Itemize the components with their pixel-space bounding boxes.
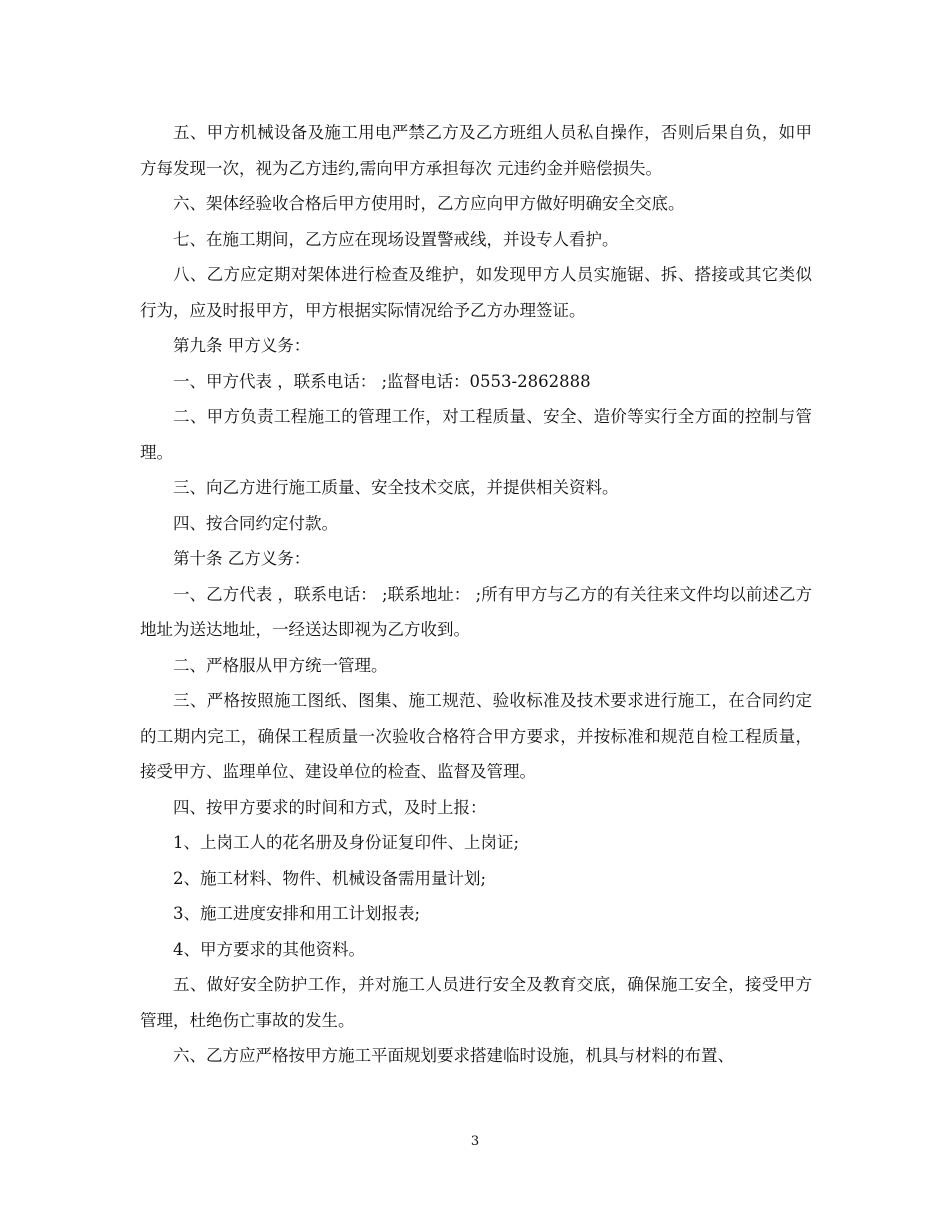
list-item: 2、施工材料、物件、机械设备需用量计划; (173, 868, 487, 888)
clause-paragraph: 七、在施工期间，乙方应在现场设置警戒线，并设专人看护。 (173, 229, 619, 249)
clause-paragraph: 一、甲方代表 ，联系电话： ;监督电话：0553-2862888 (173, 371, 591, 391)
clause-paragraph: 六、架体经验收合格后甲方使用时，乙方应向甲方做好明确安全交底。 (173, 194, 685, 213)
list-item: 1、上岗工人的花名册及身份证复印件、上岗证; (173, 833, 520, 852)
clause-paragraph: 二、严格服从甲方统一管理。 (173, 655, 388, 675)
document-body (140, 115, 812, 1074)
clause-paragraph: 一、乙方代表 ，联系电话： ;联系地址： ;所有甲方与乙方的有关往来文件均以前述乙方地址为送达地址，一经送达即视为乙方收到。 (140, 584, 812, 639)
clause-paragraph: 二、甲方负责工程施工的管理工作，对工程质量、安全、造价等实行全方面的控制与管理。 (140, 407, 812, 462)
clause-paragraph: 五、甲方机械设备及施工用电严禁乙方及乙方班组人员私自操作，否则后果自负，如甲方每发现一次，视为乙方违约,需向甲方承担每次 元违约金并赔偿损失。 (140, 123, 812, 178)
page-number: 3 (470, 1134, 480, 1149)
clause-paragraph: 四、按甲方要求的时间和方式，及时上报： (173, 797, 487, 817)
clause-paragraph: 三、向乙方进行施工质量、安全技术交底，并提供相关资料。 (173, 478, 619, 497)
clause-paragraph: 三、严格按照施工图纸、图集、施工规范、验收标准及技术要求进行施工，在合同约定的工期内完工，确保工程质量一次验收合格符合甲方要求，并按标准和规范自检工程质量，接受甲方、监理单位、建设单位的检查、监督及管理。 (140, 691, 812, 781)
clause-paragraph: 五、做好安全防护工作，并对施工人员进行安全及教育交底，确保施工安全，接受甲方管理，杜绝伤亡事故的发生。 (140, 975, 812, 1030)
clause-paragraph: 六、乙方应严格按甲方施工平面规划要求搭建临时设施，机具与材料的布置、 (173, 1046, 734, 1065)
list-item: 4、甲方要求的其他资料。 (173, 939, 365, 959)
list-item: 3、施工进度安排和用工计划报表; (173, 904, 421, 923)
section-heading: 第九条 甲方义务： (173, 336, 311, 355)
clause-paragraph: 四、按合同约定付款。 (173, 513, 338, 533)
clause-paragraph: 八、乙方应定期对架体进行检查及维护，如发现甲方人员实施锯、拆、搭接或其它类似行为，应及时报甲方，甲方根据实际情况给予乙方办理签证。 (140, 265, 812, 320)
section-heading: 第十条 乙方义务： (173, 549, 311, 568)
